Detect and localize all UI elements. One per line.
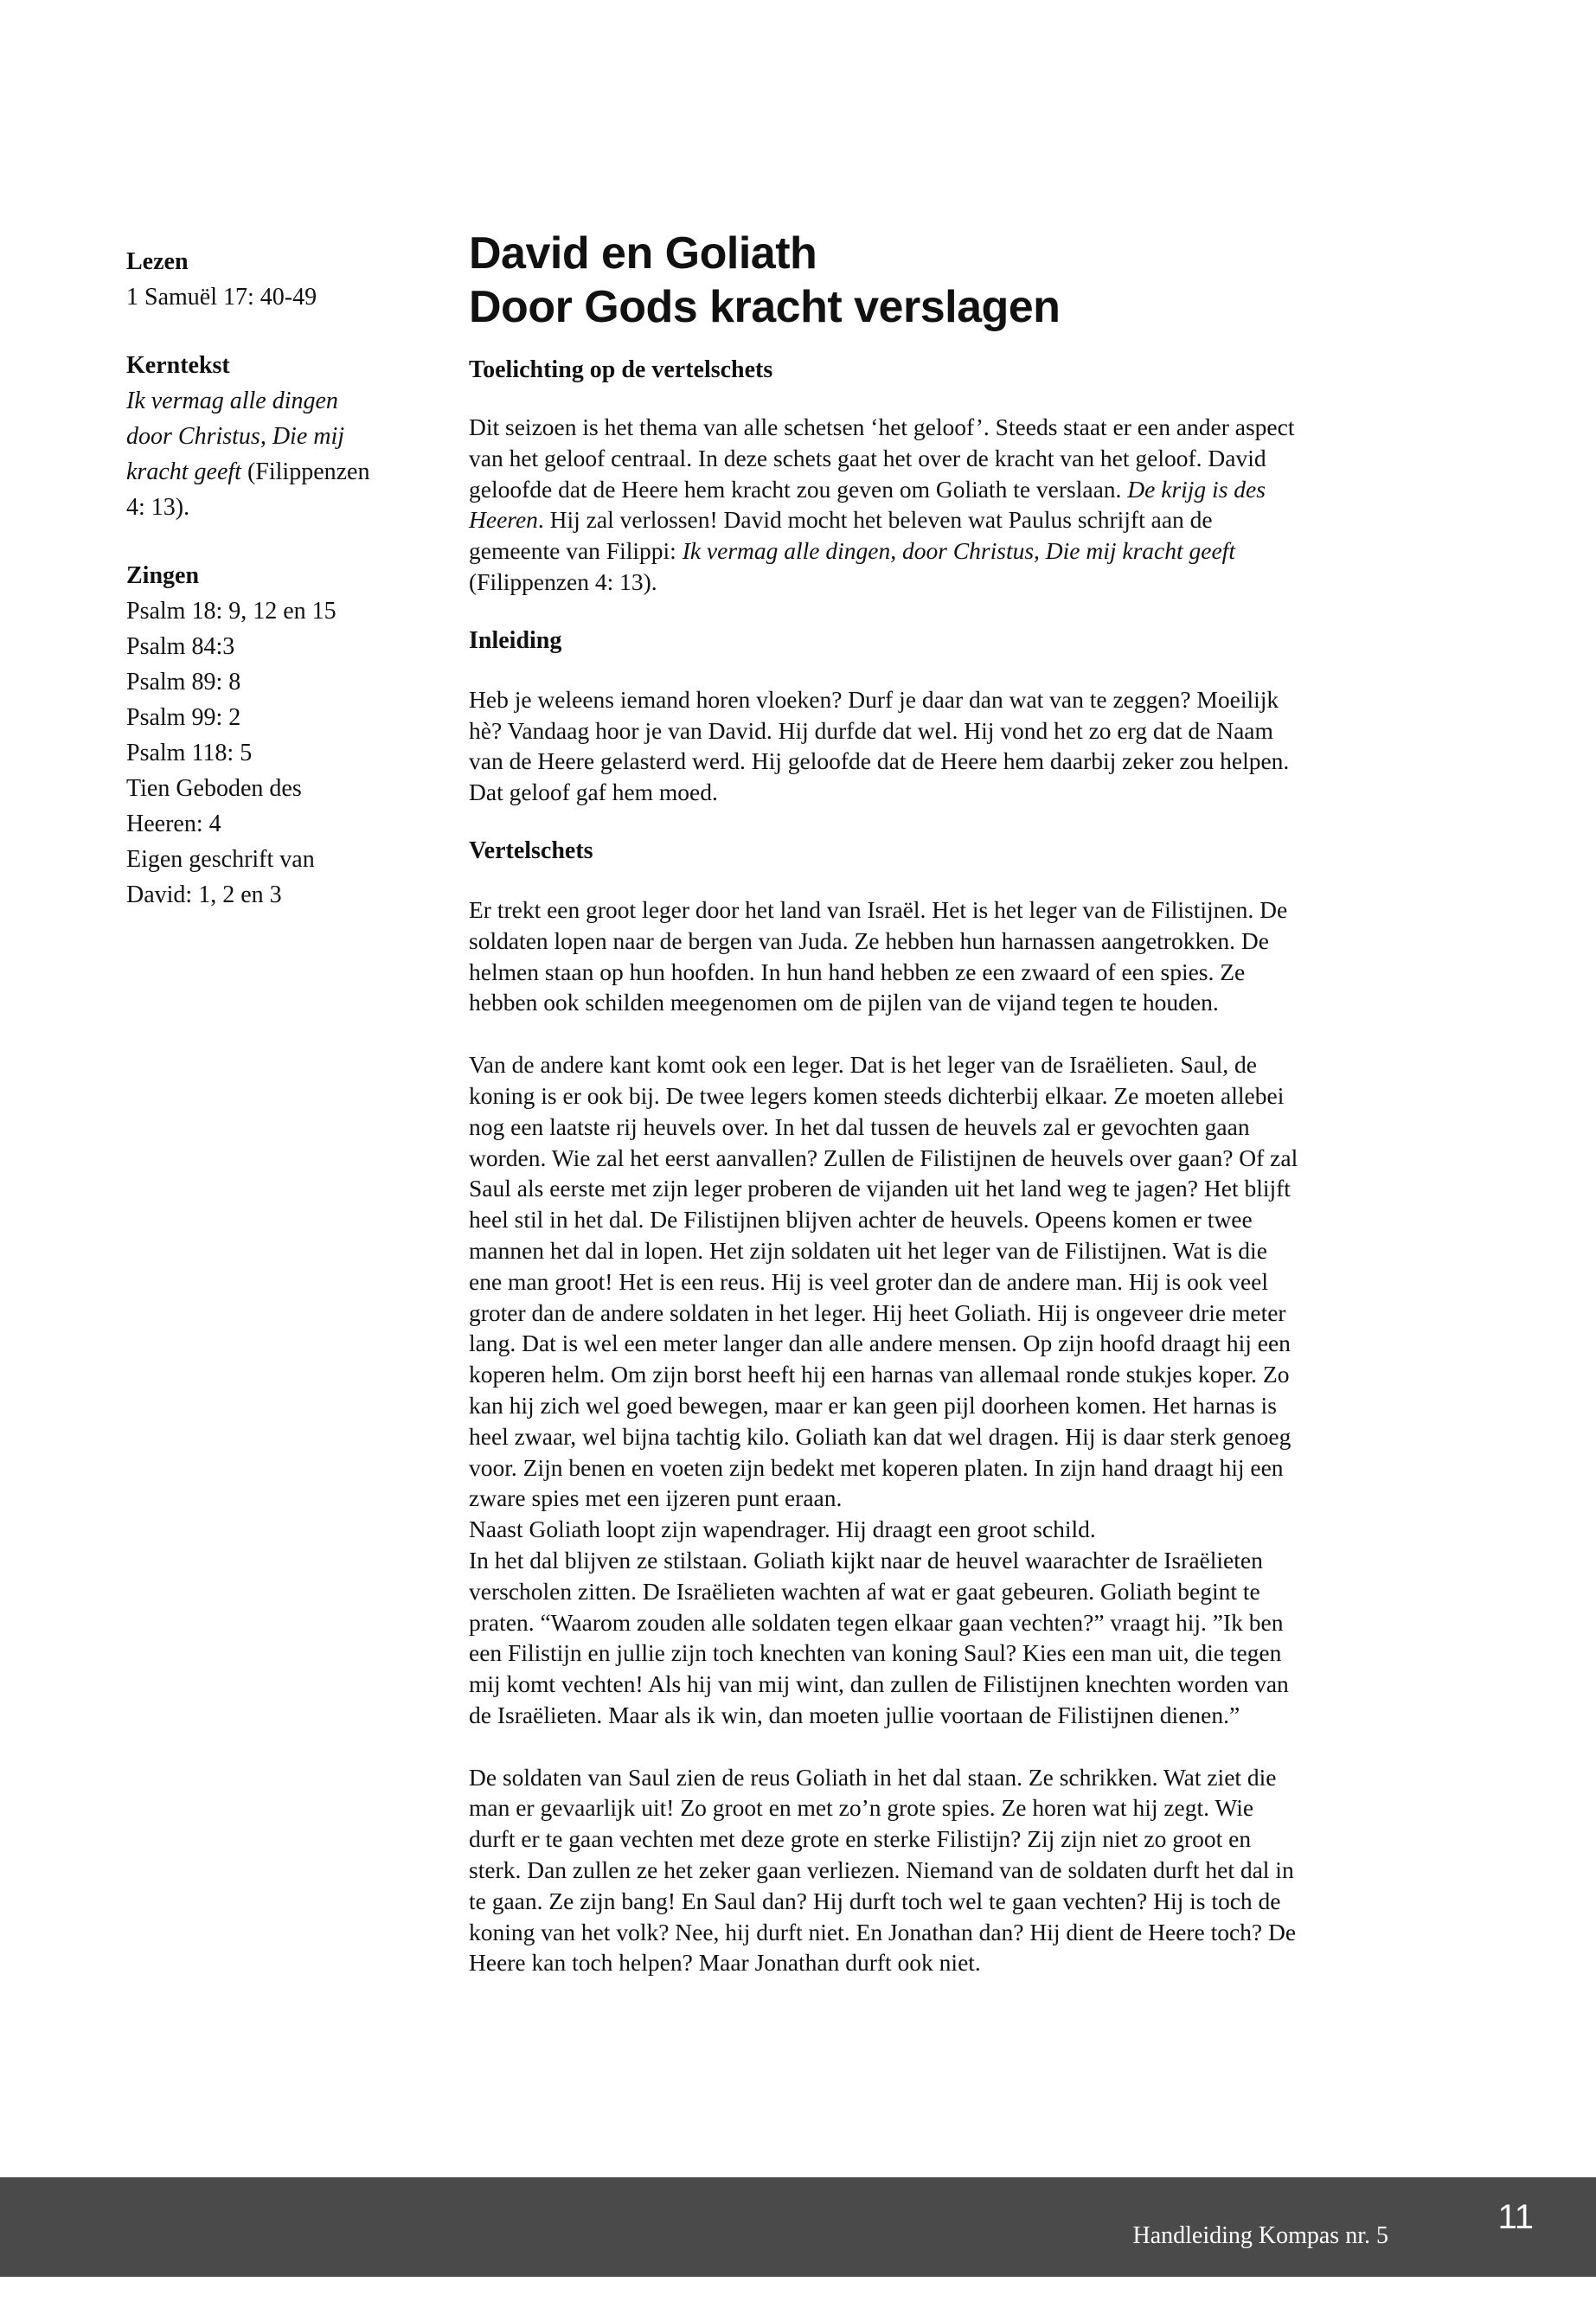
footer-bar (0, 2177, 1596, 2277)
toelichting-quote: Heeren (469, 506, 538, 534)
toelichting-line: Dit seizoen is het thema van alle schetsen ‘het geloof’. Steeds staat er een ander aspect (469, 413, 1295, 440)
vertelschets-paragraph-3 (469, 1762, 1412, 1979)
vertelschets-line: Heere kan toch helpen? Maar Jonathan durft ook niet. (469, 1949, 981, 1977)
zingen-item: Tien Geboden des (126, 775, 302, 802)
toelichting-line: geloofde dat de Heere hem kracht zou geven om Goliath te verslaan. (469, 475, 1128, 503)
vertelschets-line: soldaten lopen naar de bergen van Juda. Ze hebben hun harnassen aangetrokken. De (469, 926, 1269, 954)
main-content (469, 227, 1412, 1978)
vertelschets-line: worden. Wie zal het eerst aanvallen? Zullen de Filistijnen de heuvels over gaan? Of zal (469, 1144, 1298, 1171)
title-line-2: Door Gods kracht verslagen (469, 282, 1061, 332)
kerntekst-line: kracht geeft (126, 458, 241, 485)
zingen-item: Psalm 84:3 (126, 633, 235, 660)
inleiding-line: Dat geloof gaf hem moed. (469, 779, 718, 806)
vertelschets-line: heel zwaar, wel bijna tachtig kilo. Goliath kan dat wel dragen. Hij is daar sterk genoeg (469, 1422, 1292, 1450)
vertelschets-line: koperen helm. Om zijn borst heeft hij een harnas van allemaal ronde stukjes koper. Zo (469, 1361, 1290, 1388)
vertelschets-line: voor. Zijn benen en voeten zijn bedekt met koperen platen. In zijn hand draagt hij een (469, 1453, 1284, 1481)
vertelschets-line: een Filistijn en jullie zijn toch knechten van koning Saul? Kies een man uit, die tegen (469, 1639, 1282, 1667)
vertelschets-line: heel stil in het dal. De Filistijnen blijven achter de heuvels. Opeens komen er twee (469, 1206, 1253, 1234)
vertelschets-line: nog een laatste rij heuvels over. In het dal tussen de heuvels zal er gevochten gaan (469, 1112, 1250, 1140)
toelichting-paragraph (469, 412, 1412, 598)
sidebar (126, 244, 412, 913)
vertelschets-line: zware spies met een ijzeren punt eraan. (469, 1484, 843, 1512)
vertelschets-line: koning van het volk? Nee, hij durft niet. En Jonathan dan? Hij dient de Heere toch? De (469, 1918, 1297, 1945)
vertelschets-line: mannen het dal in lopen. Het zijn soldaten uit het leger van de Filistijnen. Wat is die (469, 1236, 1267, 1264)
vertelschets-line: koning is er ook bij. De twee legers komen steeds dichterbij elkaar. Ze moeten allebei (469, 1081, 1285, 1109)
vertelschets-line: groter dan de andere soldaten in het leger. Hij heet Goliath. Hij is ongeveer drie meter (469, 1298, 1286, 1326)
kerntekst-reference: (Filippenzen (240, 458, 370, 485)
zingen-item: David: 1, 2 en 3 (126, 881, 282, 908)
zingen-item: Psalm 99: 2 (126, 704, 241, 731)
vertelschets-paragraph-2 (469, 1049, 1412, 1731)
zingen-item: Eigen geschrift van (126, 846, 315, 873)
title-line-1: David en Goliath (469, 228, 817, 279)
page-number: 11 (1497, 2198, 1534, 2236)
vertelschets-line: mij komt vechten! Als hij van mij wint, dan zullen de Filistijnen knechten worden van (469, 1670, 1289, 1698)
toelichting-line: (Filippenzen 4: 13). (469, 567, 657, 595)
toelichting-line: gemeente van Filippi: (469, 537, 683, 565)
inleiding-line: van de Heere gelasterd werd. Hij geloofde dat de Heere hem daarbij zeker zou helpen. (469, 747, 1290, 775)
vertelschets-line: ene man groot! Het is een reus. Hij is veel groter dan de andere man. Hij is ook veel (469, 1267, 1269, 1295)
vertelschets-line: hebben ook schilden meegenomen om de pijlen van de vijand tegen te houden. (469, 989, 1219, 1016)
vertelschets-line: In het dal blijven ze stilstaan. Goliath kijkt naar de heuvel waarachter de Israëlieten (469, 1546, 1263, 1574)
toelichting-quote: Ik vermag alle dingen, door Christus, Die mij kracht geeft (682, 537, 1235, 565)
vertelschets-line: sterk. Dan zullen ze het zeker gaan verliezen. Niemand van de soldaten durft het dal in (469, 1856, 1294, 1884)
vertelschets-line: Er trekt een groot leger door het land van Israël. Het is het leger van de Filistijnen. De (469, 895, 1288, 923)
vertelschets-line: de Israëlieten. Maar als ik win, dan moeten jullie voortaan de Filistijnen dienen.” (469, 1701, 1240, 1728)
zingen-item: Heeren: 4 (126, 811, 221, 837)
vertelschets-line: De soldaten van Saul zien de reus Goliath in het dal staan. Ze schrikken. Wat ziet die (469, 1763, 1277, 1791)
vertelschets-paragraph-1 (469, 894, 1412, 1018)
vertelschets-heading: Vertelschets (469, 836, 593, 864)
zingen-item: Psalm 18: 9, 12 en 15 (126, 598, 337, 625)
lezen-heading: Lezen (126, 248, 189, 275)
inleiding-heading: Inleiding (469, 626, 562, 654)
zingen-item: Psalm 118: 5 (126, 740, 253, 766)
inleiding-line: Heb je weleens iemand horen vloeken? Durf je daar dan wat van te zeggen? Moeilijk (469, 685, 1279, 713)
vertelschets-line: durft er te gaan vechten met deze grote en sterke Filistijn? Zij zijn niet zo groot en (469, 1825, 1252, 1853)
vertelschets-line: te gaan. Ze zijn bang! En Saul dan? Hij durft toch wel te gaan vechten? Hij is toch de (469, 1887, 1281, 1914)
toelichting-line: van het geloof centraal. In deze schets gaat het over de kracht van het geloof. David (469, 444, 1266, 471)
zingen-heading: Zingen (126, 562, 200, 589)
vertelschets-line: verscholen zitten. De Israëlieten wachten af wat er gaat gebeuren. Goliath begint te (469, 1577, 1260, 1605)
kerntekst-line: Ik vermag alle dingen (126, 388, 338, 414)
footer-publication: Handleiding Kompas nr. 5 (1132, 2222, 1388, 2249)
vertelschets-line: man er gevaarlijk uit! Zo groot en met zo’n grote spies. Ze horen wat hij zegt. Wie (469, 1794, 1254, 1822)
toelichting-quote: De krijg is des (1127, 475, 1266, 503)
kerntekst-reference-cont: 4: 13). (126, 494, 190, 521)
kerntekst-line: door Christus, Die mij (126, 423, 345, 450)
toelichting-heading: Toelichting op de vertelschets (469, 356, 773, 383)
kerntekst-heading: Kerntekst (126, 352, 230, 379)
vertelschets-line: Van de andere kant komt ook een leger. Dat is het leger van de Israëlieten. Saul, de (469, 1051, 1257, 1079)
vertelschets-line: lang. Dat is wel een meter langer dan alle andere mensen. Op zijn hoofd draagt hij een (469, 1330, 1291, 1357)
vertelschets-line: praten. “Waarom zouden alle soldaten tegen elkaar gaan vechten?” vraagt hij. ”Ik ben (469, 1608, 1284, 1636)
page-title (469, 227, 1412, 334)
vertelschets-line: kan hij zich wel goed bewegen, maar er kan geen pijl doorheen komen. Het harnas is (469, 1391, 1277, 1419)
zingen-item: Psalm 89: 8 (126, 669, 241, 695)
toelichting-line: . Hij zal verlossen! David mocht het beleven wat Paulus schrijft aan de (537, 506, 1213, 534)
zingen-list (126, 593, 412, 913)
lezen-text: 1 Samuël 17: 40-49 (126, 284, 317, 311)
vertelschets-line: helmen staan op hun hoofden. In hun hand hebben ze een zwaard of een spies. Ze (469, 958, 1246, 985)
vertelschets-line: Saul als eerste met zijn leger proberen de vijanden uit het land weg te jagen? Het blijft (469, 1175, 1291, 1202)
inleiding-line: hè? Vandaag hoor je van David. Hij durfde dat wel. Hij vond het zo erg dat de Naam (469, 716, 1273, 744)
kerntekst-text (126, 383, 412, 525)
vertelschets-line: Naast Goliath loopt zijn wapendrager. Hij draagt een groot schild. (469, 1516, 1096, 1543)
inleiding-paragraph (469, 684, 1412, 808)
